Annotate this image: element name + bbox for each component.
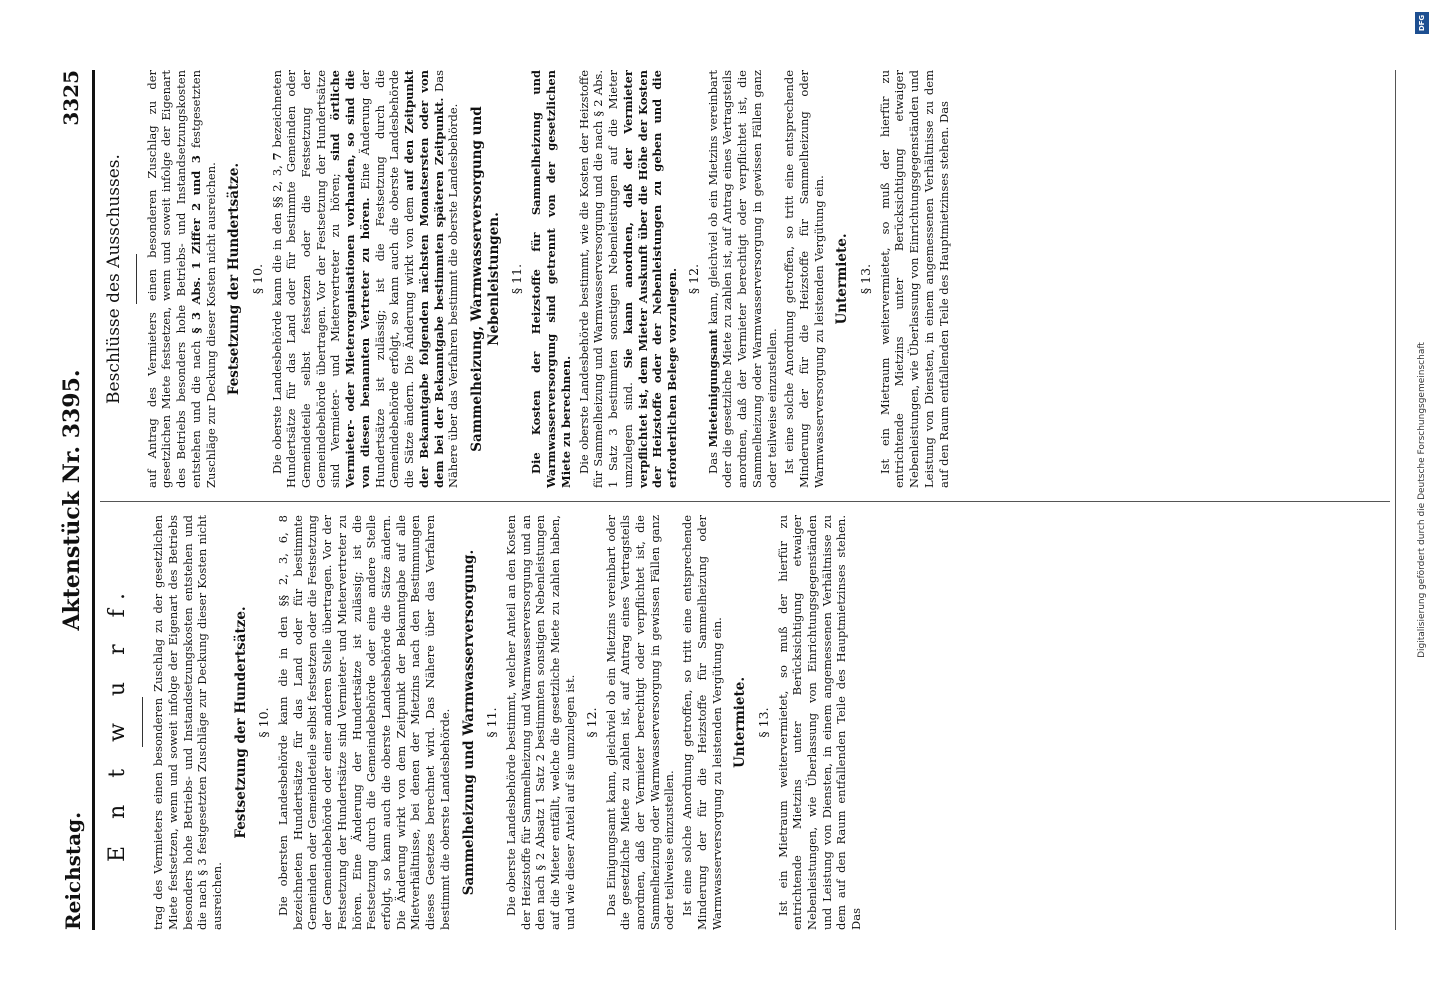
- entwurf-section-10: § 10.: [256, 707, 272, 738]
- p12-text-bold: Mieteinigungsamt: [705, 329, 720, 448]
- beschluesse-paragraph-11b: [577, 70, 680, 488]
- beschluesse-section-10: § 10.: [249, 263, 265, 295]
- entwurf-heading-sammelheizung: Sammelheizung und Warmwasserversorgung.: [460, 549, 477, 896]
- beschluesse-paragraph-12a: [706, 70, 780, 488]
- intro-text-bold: § 3 Abs. 1 Ziffer 2 und 3: [188, 155, 203, 334]
- digitization-note: [1414, 10, 1430, 990]
- entwurf-paragraph-10: Die obersten Landesbehörde kann die in den §§ 2, 3, 6, 8 bezeichneten Hundertsätze für das Land oder für bestimmte Gemeinden oder Gemeindeteile selbst festsetzen oder die Festsetzung der Gemeindebehörde oder einer anderen Stelle übertragen. Vor der Festsetzung der Hundertsätze sind Vermieter- und Mietervertreter zu hören. Eine Änderung der Hundertsätze ist zulässig; ist die Festsetzung durch die Gemeindebehörde oder eine andere Stelle erfolgt, so kann auch die oberste Landesbehörde die Sätze ändern. Die Änderung wirkt von dem Zeitpunkt der Bekanntgabe auf alle Mietverhältnisse, bei denen der Mietzins nach den Bestimmungen dieses Gesetzes berechnet wird. Das Nähere über das Verfahren bestimmt die oberste Landesbehörde.: [276, 515, 452, 930]
- beschluesse-intro: [145, 70, 219, 488]
- intro-text-a: auf Antrag des Vermieters einen besonderen Zuschlag zu der gesetzlichen Miete festsetzen, wenn und soweit infolge der Eigenart des Betriebs besonders hohe Betriebs- und Instandsetzungskosten entstehen und die nach: [144, 70, 203, 488]
- page-header: [55, 70, 89, 930]
- column-separator: [100, 501, 1390, 502]
- entwurf-paragraph-12b: Ist eine solche Anordnung getroffen, so tritt eine entsprechende Minderung der für die Heizstoffe für Sammelheizung oder Warmwasserversorgung zu leistenden Vergütung ein.: [680, 515, 724, 930]
- p12-text-a: Das: [705, 452, 720, 474]
- entwurf-section-13: § 13.: [755, 707, 771, 738]
- entwurf-heading-untermiete: Untermiete.: [732, 676, 749, 769]
- beschluesse-paragraph-12b: Ist eine solche Anordnung getroffen, so tritt eine entsprechende Minderung der für die Heizstoffe für Sammelheizung oder Warmwasserversorgung zu leistenden Vergütung ein.: [782, 70, 826, 488]
- beschluesse-paragraph-10: [270, 70, 461, 488]
- beschluesse-paragraph-11a: Die Kosten der Heizstoffe für Sammelheizung und Warmwasserversorgung sind getrennt von der gesetzlichen Miete zu berechnen.: [529, 70, 573, 488]
- right-column-beschluesse: [100, 70, 954, 488]
- beschluesse-section-11: § 11.: [509, 263, 525, 295]
- p11-text-bold-d: Sie kann anordnen, daß der Vermieter verpflichtet ist, dem Mieter Auskunft über die Höhe der Kosten der Heizstoffe oder der Nebenleistungen zu geben und die erforderlichen Belege vorzulegen.: [620, 70, 679, 488]
- bottom-rule: [1395, 70, 1396, 930]
- p10-text-g: Das Nähere über das Verfahren bestimmt die oberste Landesbehörde.: [431, 70, 461, 488]
- header-reichstag: Reichstag.: [61, 811, 85, 930]
- entwurf-section-12: § 12.: [583, 707, 599, 738]
- p11-text-c: wie die Kosten der Heizstoffe für Sammelheizung und Warmwasserversorgung und die nach § 2 Abs. 1 Satz 3 bestimmten sonstigen Nebenleistungen auf die Mieter umzulegen sind.: [576, 69, 635, 488]
- entwurf-paragraph-12a: Das Einigungsamt kann, gleichviel ob ein Mietzins vereinbart oder die gesetzliche Miete zu zahlen ist, auf Antrag eines Vertragsteils anordnen, daß der Vermieter berechtigt oder verpflichtet ist, die Sammelheizung oder Warmwasserversorgung in gewissen Fällen ganz oder teilweise einzustellen.: [603, 515, 677, 930]
- digitization-note-text: Digitalisierung gefördert durch die Deutsche Forschungsgemeinschaft: [1417, 342, 1427, 658]
- entwurf-section-11: § 11.: [483, 707, 499, 738]
- left-column-entwurf: [100, 515, 867, 930]
- p11-text-b: Die oberste Landesbehörde bestimmt,: [576, 248, 591, 474]
- title-rule: [142, 698, 143, 748]
- p12-text-c: kann, gleichviel ob ein Mietzins vereinbart oder die gesetzliche Miete zu zahlen ist, auf Antrag eines Vertragsteils anordnen, daß der Vermieter berechtigt oder verpflichtet ist, die Sammelheizung oder Warmwasserversorgung in gewissen Fällen ganz oder teilweise einzustellen.: [705, 69, 779, 488]
- beschluesse-section-13: § 13.: [857, 263, 873, 295]
- p10-text-bold-7: 7: [269, 152, 284, 161]
- header-page-number: 3325: [59, 70, 83, 126]
- p10-text-bold-f: auf den Zeitpunkt der Bekanntgabe folgenden nächsten Monatsersten oder von dem bei der Bekanntgabe bestimmten späteren Zeitpunkt.: [402, 69, 446, 488]
- beschluesse-heading-sammelheizung: Sammelheizung, Warmwasserversorgung und Nebenleistungen.: [468, 106, 503, 452]
- intro-text-c: festgesetzten Zuschläge zur Deckung dieser Kosten nicht ausreichen.: [188, 70, 218, 488]
- entwurf-intro: trag des Vermieters einen besonderen Zuschlag zu der gesetzlichen Miete festsetzen, wenn und soweit infolge der Eigenart des Betriebs besonders hohe Betriebs- und Instandsetzungskosten entstehen und die nach § 3 festgesetzten Zuschläge zur Deckung dieser Kosten nicht ausreichen.: [151, 515, 225, 930]
- entwurf-paragraph-13: Ist ein Mietraum weitervermietet, so muß der hierfür zu entrichtende Mietzins unter Berücksichtigung etwaiger Nebenleistungen, wie Überlassung von Einrichtungsgegenständen und Leistung von Diensten, in einem angemessenen Verhältnisse zu dem auf den Raum entfallenden Teile des Hauptmietzinses stehen. Das: [775, 515, 864, 930]
- header-rule: [92, 70, 95, 930]
- entwurf-paragraph-11: Die oberste Landesbehörde bestimmt, welcher Anteil an den Kosten der Heizstoffe für Sammelheizung und Warmwasserversorgung und an den nach § 2 Absatz 1 Satz 2 bestimmten sonstigen Nebenleistungen auf die Mieter entfällt, welche die gesetzliche Miete zu zahlen haben, und wie dieser Anteil auf sie umzulegen ist.: [503, 515, 577, 930]
- p10-text-e: Eine Änderung der Hundertsätze ist zulässig; ist die Festsetzung durch die Gemeindebehörde erfolgt, so kann auch die oberste Landesbehörde die Sätze ändern. Die Änderung wirkt von dem: [357, 70, 417, 488]
- dfg-logo-text: DFG: [1418, 14, 1426, 32]
- header-document-number: Aktenstück Nr. 3395.: [59, 369, 85, 631]
- p10-text-bold-d: sind örtliche Vermieter- oder Mieterorganisationen vorhanden, so sind die von diesen benannten Vertreter zu hören.: [328, 70, 372, 488]
- p10-text-a: Die oberste Landesbehörde kann die in den §§ 2, 3,: [269, 165, 284, 474]
- dfg-logo: [1415, 12, 1429, 34]
- beschluesse-heading-hundertsaetze: Festsetzung der Hundertsätze.: [226, 162, 243, 396]
- title-rule-right: [136, 254, 137, 304]
- entwurf-title: E n t w u r f.: [105, 583, 130, 862]
- beschluesse-section-12: § 12.: [685, 263, 701, 295]
- beschluesse-title: Beschlüsse des Ausschusses.: [104, 154, 124, 404]
- entwurf-heading-hundertsaetze: Festsetzung der Hundertsätze.: [232, 606, 249, 839]
- p10-text-c: bezeichneten Hundertsätze für das Land oder für bestimmte Gemeinden oder Gemeindeteile selbst festsetzen oder die Festsetzung der Gemeindebehörde übertragen. Vor der Festsetzung der Hundertsätze sind Vermieter- und Mietervertreter zu hören;: [269, 70, 343, 488]
- beschluesse-paragraph-13: Ist ein Mietraum weitervermietet, so muß der hierfür zu entrichtende Mietzins unter Berücksichtigung etwaiger Nebenleistungen, wie Überlassung von Einrichtungsgegenständen und Leistung von Diensten, in einem angemessenen Verhältnisse zu dem auf den Raum entfallenden Teile des Hauptmietzinses stehen. Das: [877, 70, 951, 488]
- beschluesse-heading-untermiete: Untermiete.: [834, 233, 851, 325]
